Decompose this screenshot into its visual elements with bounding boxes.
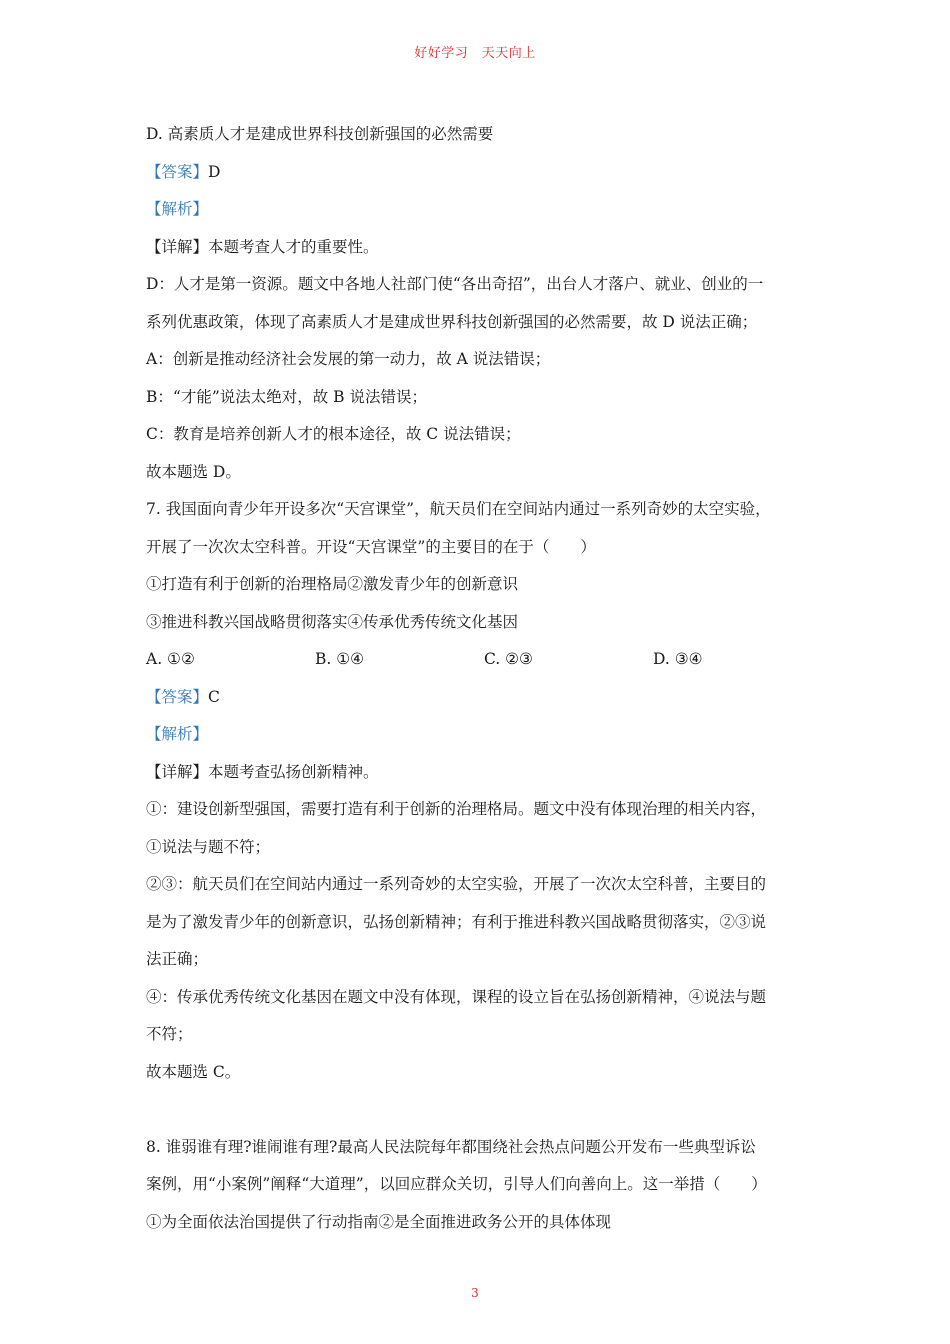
- answer-value: D: [208, 162, 221, 181]
- q6-conclusion: 故本题选 D。: [146, 462, 241, 481]
- q7-explain-line: 法正确；: [146, 950, 209, 968]
- q6-explain-line: D：人才是第一资源。题文中各地人社部门使“各出奇招”，出台人才落户、就业、创业的一: [146, 275, 764, 293]
- q7-answer: [146, 683, 822, 721]
- answer-tag: 【答案】: [146, 687, 209, 706]
- page-number: 3: [471, 1286, 479, 1300]
- q7-analysis-tag: 【解析】: [146, 725, 209, 743]
- q6-explain-line: A：创新是推动经济社会发展的第一动力，故 A 说法错误；: [146, 350, 551, 368]
- q7-option-b: B. ①④: [315, 650, 365, 668]
- q7-explain-line: 不符；: [146, 1025, 193, 1043]
- q7-option-a: A. ①②: [146, 650, 195, 668]
- q7-explain-line: 是为了激发青少年的创新意识，弘扬创新精神；有利于推进科教兴国战略贯彻落实，②③说: [146, 912, 767, 931]
- q6-explain-line: C：教育是培养创新人才的根本途径，故 C 说法错误；: [146, 425, 521, 443]
- q7-detail: 【详解】本题考查弘扬创新精神。: [146, 762, 379, 781]
- q8-stem: ①为全面依法治国提供了行动指南②是全面推进政务公开的具体体现: [146, 1212, 612, 1231]
- q7-conclusion: 故本题选 C。: [146, 1062, 241, 1081]
- q7-stem: 7. 我国面向青少年开设多次“天宫课堂”，航天员们在空间站内通过一系列奇妙的太空实验，: [146, 500, 771, 518]
- q7-option-d: D. ③④: [653, 650, 703, 668]
- q7-explain-line: ①：建设创新型强国，需要打造有利于创新的治理格局。题文中没有体现治理的相关内容，: [146, 800, 767, 818]
- q7-stem: 开展了一次次太空科普。开设“天宫课堂”的主要目的在于（ ）: [146, 537, 596, 556]
- page-header: 好好学习 天天向上: [414, 46, 536, 61]
- q6-analysis-tag: 【解析】: [146, 200, 209, 218]
- paragraph-gap: [146, 1095, 822, 1133]
- q6-answer: [146, 158, 822, 196]
- answer-value: C: [208, 687, 220, 706]
- q7-explain-line: ④：传承优秀传统文化基因在题文中没有体现，课程的设立旨在弘扬创新精神，④说法与题: [146, 987, 767, 1006]
- q7-options: [146, 645, 822, 683]
- q6-detail: 【详解】本题考查人才的重要性。: [146, 237, 379, 256]
- q8-stem: 案例，用“小案例”阐释“大道理”，以回应群众关切，引导人们向善向上。这一举措（ ）: [146, 1175, 767, 1193]
- answer-tag: 【答案】: [146, 162, 209, 181]
- q7-item: ③推进科教兴国战略贯彻落实④传承优秀传统文化基因: [146, 612, 519, 631]
- q7-explain-line: ①说法与题不符；: [146, 837, 271, 856]
- q7-option-c: C. ②③: [484, 650, 533, 668]
- q6-option-d: D. 高素质人才是建成世界科技创新强国的必然需要: [146, 125, 494, 143]
- q8-stem: 8. 谁弱谁有理?谁闹谁有理?最高人民法院每年都围绕社会热点问题公开发布一些典型诉讼: [146, 1137, 756, 1156]
- q6-explain-line: B：“才能”说法太绝对，故 B 说法错误；: [146, 387, 427, 406]
- q6-explain-line: 系列优惠政策，体现了高素质人才是建成世界科技创新强国的必然需要，故 D 说法正确；: [146, 312, 758, 331]
- document-body: [146, 120, 822, 1245]
- q7-explain-line: ②③：航天员们在空间站内通过一系列奇妙的太空实验，开展了一次次太空科普，主要目的: [146, 875, 767, 893]
- q7-item: ①打造有利于创新的治理格局②激发青少年的创新意识: [146, 575, 519, 593]
